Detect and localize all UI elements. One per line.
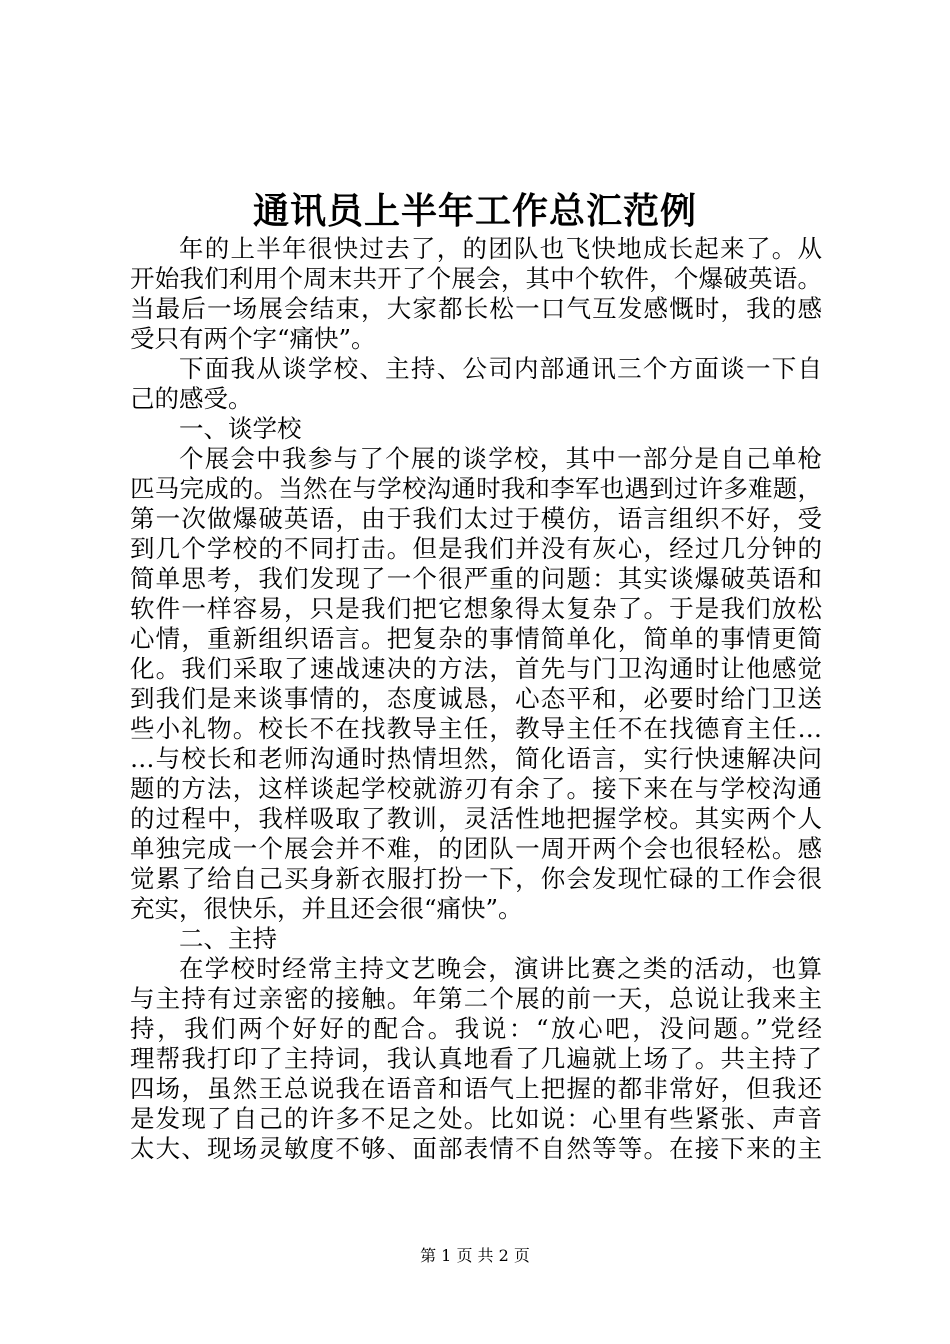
body-line: 开始我们利用个周末共开了个展会，其中个软件，个爆破英语。 (130, 264, 822, 293)
section-heading: 二、主持 (179, 924, 277, 953)
body-line: 四场，虽然王总说我在语音和语气上把握的都非常好，但我还 (130, 1074, 822, 1103)
body-line: …与校长和老师沟通时热情坦然，简化语言，实行快速解决问 (130, 744, 822, 773)
body-line: 匹马完成的。当然在与学校沟通时我和李军也遇到过许多难题， (130, 474, 822, 503)
body-line: 到几个学校的不同打击。但是我们并没有灰心，经过几分钟的 (130, 534, 822, 563)
body-line: 软件一样容易，只是我们把它想象得太复杂了。于是我们放松 (130, 594, 822, 623)
page-footer: 第 1 页 共 2 页 (420, 1246, 530, 1265)
body-line: 受只有两个字“痛快”。 (130, 324, 376, 353)
document-title: 通讯员上半年工作总汇范例 (252, 190, 697, 232)
body-line: 在学校时经常主持文艺晚会，演讲比赛之类的活动，也算 (179, 954, 822, 983)
body-line: 简单思考，我们发现了一个很严重的问题：其实谈爆破英语和 (130, 564, 822, 593)
body-line: 些小礼物。校长不在找教导主任，教导主任不在找德育主任… (130, 714, 822, 743)
section-heading: 一、谈学校 (179, 414, 302, 443)
body-line: 是发现了自己的许多不足之处。比如说：心里有些紧张、声音 (130, 1104, 822, 1133)
body-line: 觉累了给自己买身新衣服打扮一下，你会发现忙碌的工作会很 (130, 864, 822, 893)
body-line: 持，我们两个好好的配合。我说：“放心吧，没问题。”党经 (130, 1014, 822, 1043)
document-body (130, 234, 822, 1164)
body-line: 下面我从谈学校、主持、公司内部通讯三个方面谈一下自 (179, 354, 822, 383)
body-line: 与主持有过亲密的接触。年第二个展的前一天，总说让我来主 (130, 984, 822, 1013)
body-line: 到我们是来谈事情的，态度诚恳，心态平和，必要时给门卫送 (130, 684, 822, 713)
body-line: 单独完成一个展会并不难，的团队一周开两个会也很轻松。感 (130, 834, 822, 863)
body-line: 理帮我打印了主持词，我认真地看了几遍就上场了。共主持了 (130, 1044, 822, 1073)
body-line: 己的感受。 (130, 384, 253, 413)
body-line: 当最后一场展会结束，大家都长松一口气互发感慨时，我的感 (130, 294, 822, 323)
body-line: 题的方法，这样谈起学校就游刃有余了。接下来在与学校沟通 (130, 774, 822, 803)
body-line: 心情，重新组织语言。把复杂的事情简单化，简单的事情更简 (130, 624, 822, 653)
body-line: 个展会中我参与了个展的谈学校，其中一部分是自己单枪 (179, 444, 822, 473)
body-line: 充实，很快乐，并且还会很“痛快”。 (130, 894, 523, 923)
body-line: 的过程中，我样吸取了教训，灵活性地把握学校。其实两个人 (130, 804, 822, 833)
body-line: 太大、现场灵敏度不够、面部表情不自然等等。在接下来的主 (130, 1134, 822, 1163)
body-line: 化。我们采取了速战速决的方法，首先与门卫沟通时让他感觉 (130, 654, 822, 683)
body-line: 第一次做爆破英语，由于我们太过于模仿，语言组织不好，受 (130, 504, 822, 533)
body-line: 年的上半年很快过去了，的团队也飞快地成长起来了。从 (179, 234, 822, 263)
